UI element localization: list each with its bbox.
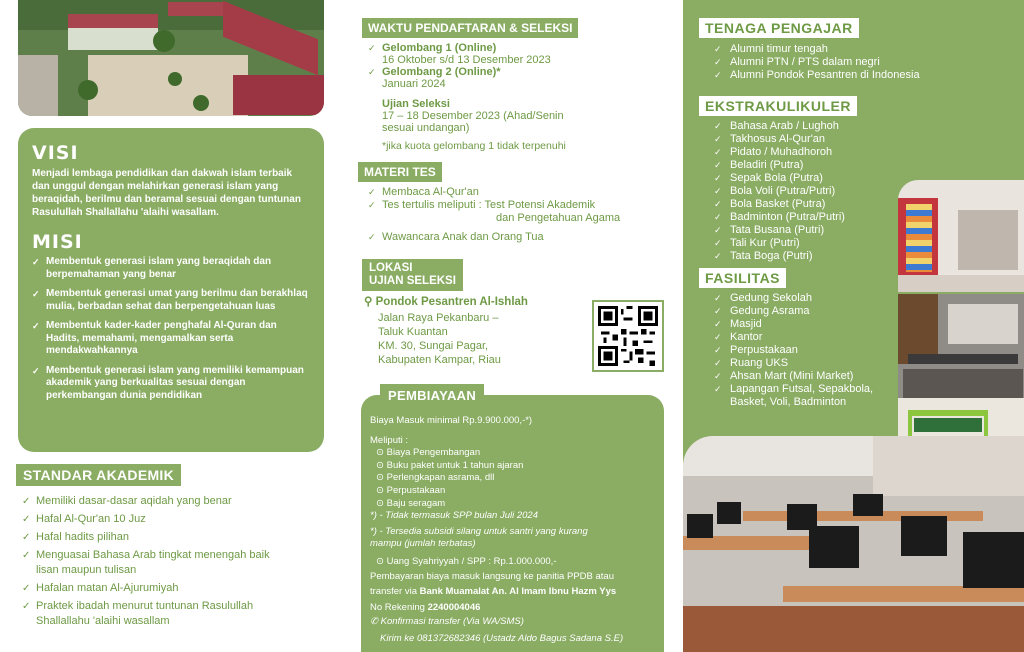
list-item: ✓ Membentuk generasi umat yang berilmu dan berakhlaq mulia, berbadan sehat dan berpengetahuan luas (32, 288, 308, 312)
list-item: ✓ Beladiri (Putra) (714, 159, 804, 171)
check-circle-icon: ✓ (32, 289, 40, 299)
map-pin-icon: ⚲ (364, 296, 373, 308)
computer-lab-photo (683, 436, 1024, 652)
list-item: ✓ Lapangan Futsal, Sepakbola, (714, 383, 874, 395)
list-item: ✓ Kantor (714, 331, 763, 343)
materi-list (368, 186, 668, 244)
check-circle-icon: ✓ (714, 212, 722, 222)
list-item: ✓ Tes tertulis meliputi : Test Potensi Akademik (368, 199, 596, 211)
check-circle-icon: ✓ (368, 200, 376, 210)
list-item: ⊙ Perlengkapan asrama, dll (376, 472, 495, 484)
visi-title: VISI (32, 142, 79, 164)
check-circle-icon: ✓ (714, 57, 722, 67)
list-item: ✓ Gedung Asrama (714, 305, 810, 317)
list-item: ✓ Alumni PTN / PTS dalam negri (714, 56, 880, 68)
list-item: ✓ Sepak Bola (Putra) (714, 172, 823, 184)
list-item: ✓ Tata Busana (Putri) (714, 224, 825, 236)
qr-code (592, 300, 664, 372)
list-item: ✓ Ruang UKS (714, 357, 789, 369)
list-item: ✓ Bola Voli (Putra/Putri) (714, 185, 836, 197)
misi-title: MISI (32, 231, 83, 253)
check-circle-icon: ✓ (368, 67, 376, 77)
check-circle-icon: ✓ (714, 293, 722, 303)
check-circle-icon: ✓ (714, 134, 722, 144)
check-circle-icon: ✓ (714, 70, 722, 80)
list-item: ✓ Alumni timur tengah (714, 43, 828, 55)
list-item: ⊙ Baju seragam (376, 497, 446, 509)
campus-aerial-photo (18, 0, 324, 116)
schedule: ✓ Gelombang 1 (Online) 16 Oktober s/d 13 Desember 2023 ✓ Gelombang 2 (Online)* Januari 2024 Ujian Seleksi 17 – 18 Desember 2023 (Ahad/Senin sesuai undangan) *jika kuota gelombang 1 tidak terpenuhi (368, 42, 566, 152)
list-item: dan Pengetahuan Agama (496, 212, 621, 224)
check-circle-icon: ✓ (714, 44, 722, 54)
list-item: ✓ Tata Boga (Putri) (714, 250, 813, 262)
check-circle-icon: ✓ (714, 186, 722, 196)
list-item: ✓ Tali Kur (Putri) (714, 237, 800, 249)
check-circle-icon: ✓ (714, 319, 722, 329)
standar-akademik-list (22, 494, 322, 632)
check-circle-icon: ✓ (714, 358, 722, 368)
lokasi-title: LOKASI UJIAN SELEKSI (362, 259, 463, 291)
tenaga-pengajar-title: TENAGA PENGAJAR (699, 18, 859, 38)
check-circle-icon: ✓ (714, 160, 722, 170)
fasilitas-title: FASILITAS (699, 268, 786, 288)
fasilitas-list (714, 292, 873, 409)
check-circle-icon: ✓ (714, 121, 722, 131)
visi-misi-box (18, 128, 324, 452)
check-circle-icon: ✓ (22, 532, 31, 543)
list-item: ✓ Membentuk kader-kader penghafal Al-Quran dan Hadits, memahami, mengamalkan serta mendakwahkannya (32, 320, 277, 356)
minimarket-photo (898, 180, 1024, 292)
list-item: ✓ Perpustakaan (714, 344, 798, 356)
list-item: ✓ Hafal Al-Qur'an 10 Juz (22, 513, 146, 525)
list-item: ⊙ Biaya Pengembangan (376, 447, 481, 459)
list-item: ✓ Praktek ibadah menurut tuntunan Rasulullah Shallallahu 'alaihi wasallam (22, 600, 254, 627)
check-circle-icon: ✓ (714, 238, 722, 248)
check-circle-icon: ✓ (714, 384, 722, 394)
misi-list (32, 256, 312, 402)
pembiayaan-box: Biaya Masuk minimal Rp.9.900.000,-*) Meliputi : ⊙ Biaya Pengembangan ⊙ Buku paket untuk 1 tahun ajaran ⊙ Perlengkapan asrama, dll ⊙ Perpustakaan ⊙ Baju seragam *) - Tidak termasuk SPP bulan Juli 2024 *) - Tersedia subsidi silang untuk santri yang kurang mampu (jumlah terbatas) ⊙ Uang Syahriyyah / SPP : Rp.1.000.000,- Pembayaran biaya masuk langsung ke panitia PPDB atau transfer via Bank Muamalat An. Al Imam Ibnu Hazm Yys No Rekening 2240004046 ✆ Konfirmasi transfer (Via WA/SMS) Kirim ke 081372682346 (Ustadz Aldo Bagus Sadana S.E) (361, 395, 664, 652)
list-item: ⊙ Buku paket untuk 1 tahun ajaran (376, 459, 524, 471)
check-circle-icon: ✓ (368, 43, 376, 53)
list-item: ✓ Wawancara Anak dan Orang Tua (368, 231, 544, 243)
list-item: ✓ Alumni Pondok Pesantren di Indonesia (714, 69, 920, 81)
check-circle-icon: ✓ (22, 496, 31, 507)
visi-text: Menjadi lembaga pendidikan dan dakwah islam terbaik dan unggul dengan melahirkan generasi islam yang beraqidah, berilmu dan beramal sesuai dengan tuntunan Rasulullah Shallallahu 'alaihi wasallam. (32, 168, 301, 218)
check-circle-icon: ✓ (368, 232, 376, 242)
list-item: ✓ Ahsan Mart (Mini Market) (714, 370, 854, 382)
list-item: ✓ Bola Basket (Putra) (714, 198, 826, 210)
list-item: ✓ Gedung Sekolah (714, 292, 812, 304)
list-item: ⊙ Perpustakaan (376, 484, 446, 496)
check-circle-icon: ✓ (714, 251, 722, 261)
tenaga-list (714, 43, 920, 82)
standar-akademik-title: STANDAR AKADEMIK (16, 464, 181, 486)
check-circle-icon: ✓ (714, 345, 722, 355)
list-item: Basket, Voli, Badminton (730, 396, 847, 408)
check-circle-icon: ✓ (714, 371, 722, 381)
list-item: ✓ Membentuk generasi islam yang memiliki kemampuan akademik yang berkualitas sesuai dengan perkembangan dunia pendidikan (32, 364, 304, 401)
check-circle-icon: ✓ (714, 199, 722, 209)
list-item: ✓ Memiliki dasar-dasar aqidah yang benar (22, 495, 232, 507)
check-circle-icon: ✓ (368, 187, 376, 197)
pembiayaan-title: PEMBIAYAAN (380, 384, 484, 406)
check-circle-icon: ✓ (714, 173, 722, 183)
check-circle-icon: ✓ (22, 514, 31, 525)
check-circle-icon: ✓ (714, 147, 722, 157)
list-item: ✓ Hafalan matan Al-Ajurumiyah (22, 582, 179, 594)
check-circle-icon: ✓ (32, 365, 40, 376)
list-item: ✓ Bahasa Arab / Lughoh (714, 120, 839, 132)
list-item: ✓ Membentuk generasi islam yang beraqidah dan berpemahaman yang benar (32, 256, 272, 280)
lokasi-address: ⚲ Pondok Pesantren Al-Ishlah Jalan Raya Pekanbaru – Taluk Kuantan KM. 30, Sungai Pagar, Kabupaten Kampar, Riau (364, 296, 528, 366)
list-item: ✓ Hafal hadits pilihan (22, 531, 129, 543)
list-item: ✓ Badminton (Putra/Putri) (714, 211, 845, 223)
check-circle-icon: ✓ (714, 306, 722, 316)
phone-icon: ✆ (370, 616, 378, 628)
check-circle-icon: ✓ (22, 601, 31, 612)
waktu-title: WAKTU PENDAFTARAN & SELEKSI (362, 18, 578, 38)
list-item: ✓ Masjid (714, 318, 762, 330)
check-circle-icon: ✓ (32, 321, 40, 331)
check-circle-icon: ✓ (714, 332, 722, 342)
materi-title: MATERI TES (358, 162, 442, 182)
list-item: ✓ Pidato / Muhadhoroh (714, 146, 833, 158)
ekstra-list (714, 120, 845, 263)
check-circle-icon: ✓ (22, 550, 31, 561)
list-item: ✓ Takhosus Al-Qur'an (714, 133, 826, 145)
check-circle-icon: ✓ (714, 225, 722, 235)
check-circle-icon: ✓ (22, 583, 31, 594)
list-item: ✓ Menguasai Bahasa Arab tingkat menengah baik lisan maupun tulisan (22, 549, 270, 576)
check-circle-icon: ✓ (32, 257, 40, 267)
ekstrakulikuler-title: EKSTRAKULIKULER (699, 96, 857, 116)
library-photo (898, 294, 1024, 398)
list-item: ✓ Membaca Al-Qur'an (368, 186, 479, 198)
